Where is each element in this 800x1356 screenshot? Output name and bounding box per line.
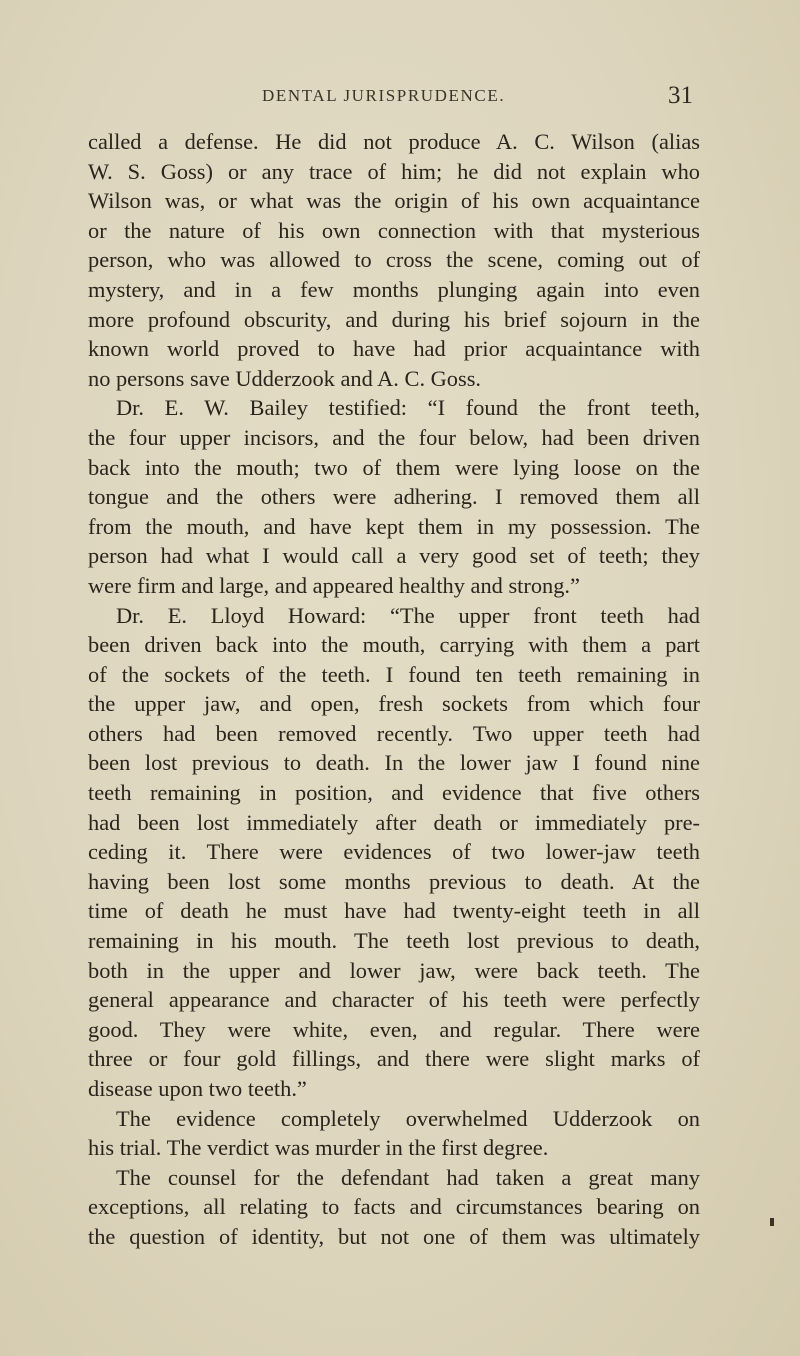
text-line: mystery, and in a few months plunging again into even — [88, 276, 700, 302]
text-line: ceding it. There were evidences of two lower-jaw teeth — [88, 839, 700, 865]
text-line: been lost previous to death. In the lower jaw I found nine — [88, 750, 700, 776]
text-line: of the sockets of the teeth. I found ten teeth remaining in — [88, 661, 700, 687]
text-line: Wilson was, or what was the origin of his own acquaintance — [88, 188, 700, 214]
text-line: back into the mouth; two of them were lying loose on the — [88, 454, 700, 480]
text-line: three or four gold fillings, and there were slight marks of — [88, 1046, 700, 1072]
text-line: remaining in his mouth. The teeth lost previous to death, — [88, 928, 700, 954]
text-line: both in the upper and lower jaw, were back teeth. The — [88, 957, 700, 983]
text-line: been driven back into the mouth, carrying with them a part — [88, 632, 700, 658]
text-line: the four upper incisors, and the four below, had been driven — [88, 424, 700, 450]
text-line: W. S. Goss) or any trace of him; he did not explain who — [88, 158, 700, 184]
text-line: good. They were white, even, and regular. There were — [88, 1016, 700, 1042]
text-line: The counsel for the defendant had taken a great many — [116, 1164, 700, 1190]
text-line: The evidence completely overwhelmed Udderzook on — [116, 1105, 700, 1131]
text-line: had been lost immediately after death or immediately pre- — [88, 809, 700, 835]
running-head — [0, 82, 800, 112]
text-line: the upper jaw, and open, fresh sockets from which four — [88, 691, 700, 717]
text-line: called a defense. He did not produce A. C. Wilson (alias — [88, 129, 700, 154]
running-head-title: DENTAL JURISPRUDENCE. — [262, 86, 506, 105]
text-line: the question of identity, but not one of them was ultimately — [88, 1223, 700, 1249]
text-line: disease upon two teeth.” — [88, 1076, 307, 1101]
text-line: from the mouth, and have kept them in my possession. The — [88, 513, 700, 539]
text-line: exceptions, all relating to facts and circumstances bearing on — [88, 1194, 700, 1220]
text-line: Dr. E. Lloyd Howard: “The upper front teeth had — [116, 602, 700, 628]
text-line: having been lost some months previous to death. At the — [88, 868, 700, 894]
body-text — [88, 127, 700, 1252]
text-line: general appearance and character of his teeth were perfectly — [88, 987, 700, 1013]
text-line: tongue and the others were adhering. I removed them all — [88, 484, 700, 510]
text-line: person had what I would call a very good set of teeth; they — [88, 543, 700, 569]
text-line: no persons save Udderzook and A. C. Goss. — [88, 365, 482, 391]
margin-mark — [770, 1218, 774, 1226]
text-line: others had been removed recently. Two upper teeth had — [88, 720, 700, 746]
text-line: were firm and large, and appeared healthy and strong.” — [88, 572, 580, 598]
text-line: time of death he must have had twenty-eight teeth in all — [88, 898, 700, 924]
text-line: more profound obscurity, and during his brief sojourn in the — [88, 306, 700, 332]
text-line: Dr. E. W. Bailey testified: “I found the front teeth, — [116, 395, 700, 421]
text-line: person, who was allowed to cross the scene, coming out of — [88, 247, 700, 273]
text-line: teeth remaining in position, and evidence that five others — [88, 780, 700, 806]
text-line: known world proved to have had prior acquaintance with — [88, 336, 700, 362]
text-line: or the nature of his own connection with that mysterious — [88, 217, 700, 243]
text-line: his trial. The verdict was murder in the first degree. — [88, 1135, 549, 1161]
page-number: 31 — [668, 82, 693, 109]
